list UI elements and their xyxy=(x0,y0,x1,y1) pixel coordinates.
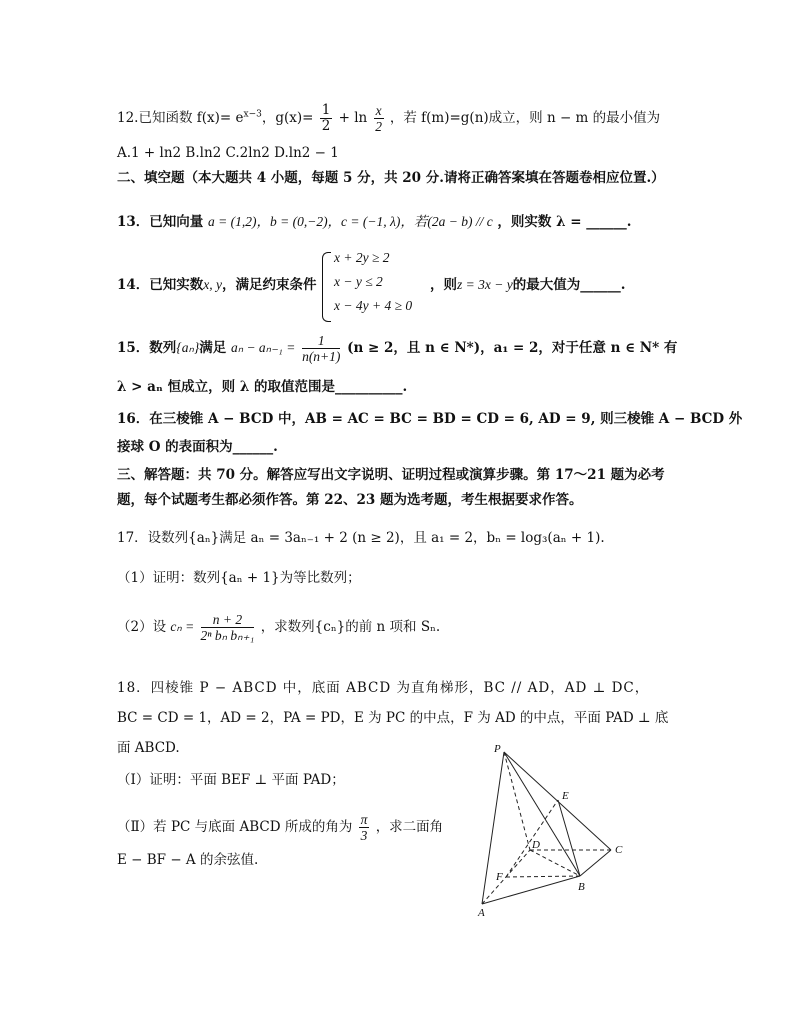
q12-options: A.1 + ln2 B.ln2 C.2ln2 D.ln2 − 1 xyxy=(117,145,339,161)
label-E: E xyxy=(562,790,569,802)
section-3-line2: 题，每个试题考生都必须作答。第 22、23 题为选考题，考生根据要求作答。 xyxy=(117,492,583,508)
edge-FB xyxy=(506,876,580,877)
q18-line2: BC = CD = 1，AD = 2，PA = PD，E 为 PC 的中点，F 为 AD 的中点，平面 PAD ⊥ 底 xyxy=(117,710,669,726)
edge-PB xyxy=(504,752,580,876)
q18-part2: （Ⅱ）若 PC 与底面 ABCD 所成的角为 $\frac{\pi}{3}$ ，求二面角 xyxy=(117,812,444,843)
fraction-pi-over-3: $\frac{\pi}{3}$ xyxy=(360,812,368,843)
q18-line1: 18．四棱锥 P − ABCD 中，底面 ABCD 为直角梯形，BC // AD，AD ⊥ DC， xyxy=(117,680,650,696)
q14: 14．已知实数x, y，满足约束条件 xyxy=(117,277,317,293)
fraction-one-half: $\frac{1}{2}$ xyxy=(321,102,331,134)
section-2-heading: 二、填空题（本大题共 4 小题，每题 5 分，共 20 分.请将正确答案填在答题卷相应位置.） xyxy=(117,170,665,186)
q18-part2-line2: E − BF − A 的余弦值. xyxy=(117,852,259,868)
left-brace xyxy=(322,252,331,322)
label-A: A xyxy=(478,907,485,919)
pyramid-figure xyxy=(472,740,632,920)
q16-line1: 16．在三棱锥 A − BCD 中，AB = AC = BC = BD = CD = 6, AD = 9, 则三棱锥 A − BCD 外 xyxy=(117,411,743,427)
q15-line2: λ > aₙ 恒成立，则 λ 的取值范围是__________. xyxy=(117,379,408,395)
q13: 13．已知向量 a = (1,2)，b = (0,−2)，c = (−1, λ)，若(2a − b) // c ，则实数 λ = ______. xyxy=(117,214,632,230)
fraction-cn: $\frac{n + 2}{\text{2ⁿ bₙ bₙ₊₁}}$ xyxy=(200,612,255,643)
label-P: P xyxy=(494,743,501,755)
edge-BC xyxy=(580,850,611,876)
q14-objective: ，则z = 3x − y的最大值为______. xyxy=(430,277,626,293)
section-3-line1: 三、解答题：共 70 分。解答应写出文字说明、证明过程或演算步骤。第 17～21 题为必考 xyxy=(117,467,665,483)
fraction-x-over-2: $\frac{x}{2}$ xyxy=(375,103,382,134)
label-D: D xyxy=(532,839,540,851)
label-B: B xyxy=(578,881,585,893)
q18-line3: 面 ABCD. xyxy=(117,740,180,756)
label-F: F xyxy=(496,871,503,883)
q15-line1: 15．数列{aₙ}满足 aₙ − aₙ₋₁ = $\frac{1}{n(n+1)}$ (n ≥ 2，且 n ∈ N*)，a₁ = 2，对于任意 n ∈ N* 有 xyxy=(117,333,678,364)
q18-part1: （Ⅰ）证明：平面 BEF ⊥ 平面 PAD； xyxy=(117,772,345,788)
label-C: C xyxy=(615,844,623,856)
edge-PD xyxy=(504,752,530,850)
q16-line2: 接球 O 的表面积为______. xyxy=(117,439,278,455)
fraction-1-over-n-n-plus-1: $\frac{1}{n(n+1)}$ xyxy=(302,333,341,364)
q17-stem: 17．设数列{aₙ}满足 aₙ = 3aₙ₋₁ + 2 (n ≥ 2)，且 a₁ = 2，bₙ = log₃(aₙ + 1). xyxy=(117,530,605,546)
q12-stem: 12.已知函数 $f(x)= e^{x-3}$，g(x)= $\frac{1}{2}$ + ln $\frac{x}{2}$ ，若 f(m)=g(n)成立，则 n − m 的最小值为 xyxy=(117,102,661,134)
q17-part2: （2）设 cₙ = $\frac{n + 2}{\text{2ⁿ bₙ bₙ₊₁}}$ ，求数列{cₙ}的前 n 项和 Sₙ. xyxy=(117,612,441,643)
q17-part1: （1）证明：数列{aₙ + 1}为等比数列； xyxy=(117,570,361,586)
